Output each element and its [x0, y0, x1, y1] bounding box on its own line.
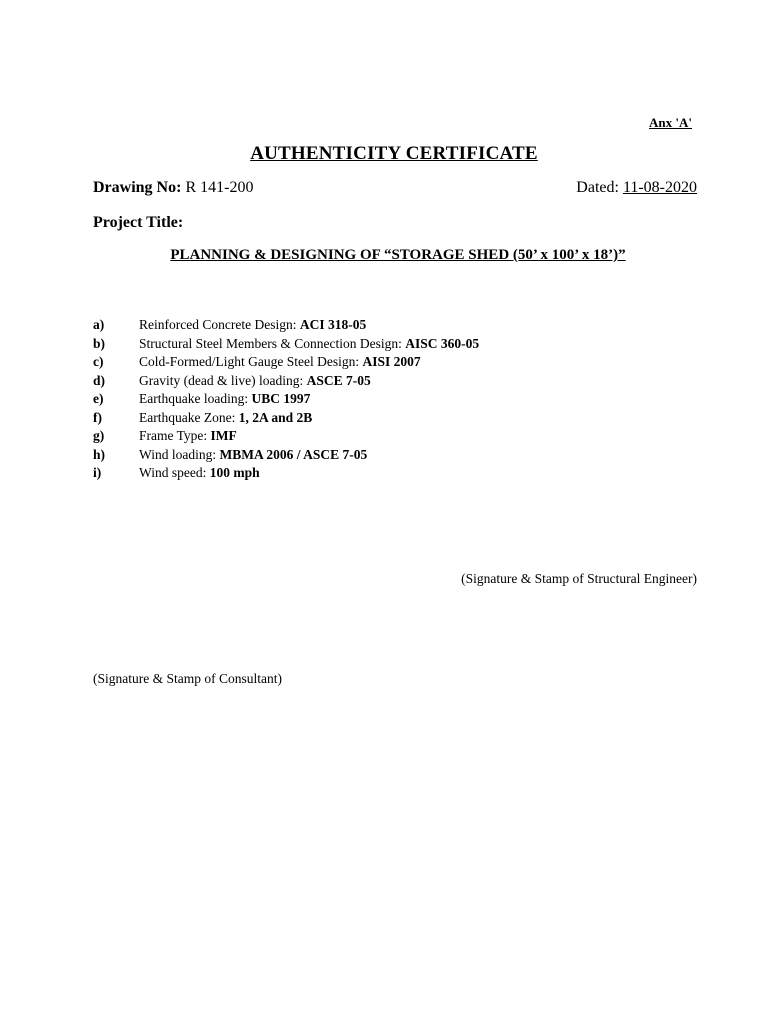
spec-item: [93, 464, 479, 483]
spec-marker: g): [93, 428, 105, 443]
spec-label: Earthquake Zone:: [139, 409, 239, 425]
spec-marker: e): [93, 391, 104, 406]
spec-value: IMF: [210, 428, 237, 443]
spec-value: AISI 2007: [362, 354, 421, 369]
engineer-signature-line: (Signature & Stamp of Structural Engineer): [461, 571, 697, 586]
spec-marker: i): [93, 465, 102, 480]
spec-value: UBC 1997: [251, 391, 311, 406]
spec-marker: b): [93, 335, 106, 351]
project-title-label: Project Title:: [93, 214, 184, 231]
drawing-number: [93, 179, 253, 197]
dated-value: 11-08-2020: [622, 179, 697, 196]
drawing-number-value: R 141-200: [185, 179, 254, 196]
annex-label: Anx 'A': [649, 115, 692, 130]
spec-text: [139, 409, 312, 428]
spec-label: Gravity (dead & live) loading:: [139, 372, 307, 388]
drawing-number-label: Drawing No:: [93, 179, 182, 196]
spec-value: ACI 318-05: [299, 317, 367, 332]
drawing-info-row: [93, 179, 697, 197]
spec-value: 100 mph: [209, 465, 260, 480]
spec-text: [139, 427, 237, 446]
document-title: AUTHENTICITY CERTIFICATE: [250, 143, 538, 164]
spec-label: Structural Steel Members & Connection Design:: [139, 335, 406, 351]
spec-value: 1, 2A and 2B: [238, 409, 313, 425]
spec-marker: h): [93, 446, 106, 462]
spec-item: [93, 316, 479, 335]
spec-label: Earthquake loading:: [139, 391, 252, 406]
spec-label: Wind speed:: [139, 465, 210, 480]
spec-value: AISC 360-05: [405, 335, 480, 351]
spec-marker: a): [93, 317, 105, 332]
spec-item: [93, 390, 479, 409]
dated: [576, 179, 697, 197]
spec-text: [139, 353, 421, 372]
spec-text: [139, 335, 479, 354]
spec-text: [139, 464, 260, 483]
spec-item: [93, 335, 479, 354]
spec-value: MBMA 2006 / ASCE 7-05: [219, 446, 368, 462]
spec-item: [93, 409, 479, 428]
dated-label: Dated:: [576, 179, 619, 196]
spec-text: [139, 390, 310, 409]
spec-value: ASCE 7-05: [306, 372, 371, 388]
spec-label: Wind loading:: [139, 446, 220, 462]
spec-item: [93, 427, 479, 446]
spec-text: [139, 446, 367, 465]
spec-text: [139, 316, 366, 335]
spec-item: [93, 372, 479, 391]
spec-label: Frame Type:: [139, 428, 211, 443]
project-name: PLANNING & DESIGNING OF “STORAGE SHED (50’ x 100’ x 18’)”: [170, 247, 626, 263]
spec-item: [93, 353, 479, 372]
spec-label: Reinforced Concrete Design:: [139, 317, 300, 332]
spec-label: Cold-Formed/Light Gauge Steel Design:: [139, 354, 363, 369]
spec-marker: d): [93, 372, 106, 388]
spec-item: [93, 446, 479, 465]
spec-marker: c): [93, 354, 104, 369]
consultant-signature-line: (Signature & Stamp of Consultant): [93, 671, 282, 686]
spec-marker: f): [93, 409, 102, 425]
spec-text: [139, 372, 371, 391]
spec-list: [93, 316, 479, 483]
